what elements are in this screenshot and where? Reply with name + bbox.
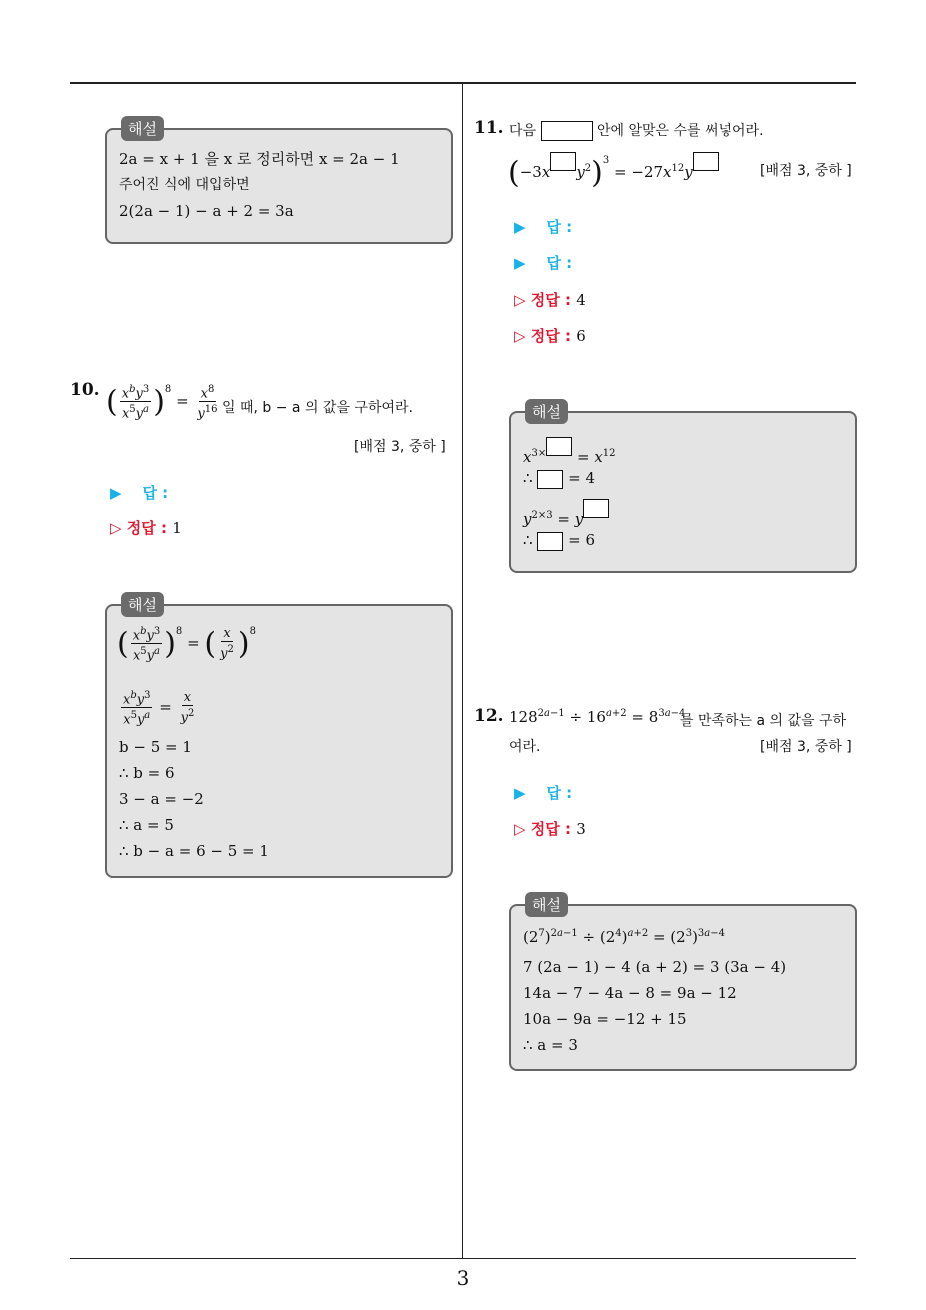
blank-box[interactable] [550,152,576,171]
answer-input-row[interactable] [514,252,572,273]
solution-line: 14a − 7 − 4a − 8 = 9a − 12 [523,984,737,1002]
triangle-outline-icon: ▷ [110,519,122,537]
solution-tag: 해설 [525,399,568,424]
top-rule [70,82,856,84]
question-12-text: 여라. [509,739,541,755]
blank-box[interactable] [541,121,593,141]
correct-answer-value: 1 [172,519,182,537]
answer-input-row[interactable] [514,782,572,803]
score-label: [배점 3, 중하 ] [354,439,446,455]
solution-box-q11 [509,403,857,573]
correct-answer-value: 4 [576,291,586,309]
score-label: [배점 3, 중하 ] [760,163,852,179]
solution-tag: 해설 [525,892,568,917]
therefore-symbol: ∴ [523,531,533,549]
question-number: 10. [70,380,100,400]
solution-formula: ( $\frac{x^by^3}{x^5y^a}$ )$^8$ = ( $\frac{x}{y^2}$ )$^8$ [117,625,256,664]
question-12 [474,706,504,726]
solution-box-q9 [105,120,453,244]
correct-answer-label: 정답 : [530,291,571,309]
blank-box[interactable] [693,152,719,171]
solution-formula: $x^{3\times} = x^{12}$ [523,437,616,466]
solution-box-q10 [105,596,453,878]
correct-answer-label: 정답 : [126,519,167,537]
question-11-formula: (−3x $y^2)^3 = -27x^{12}y$ [508,152,719,191]
solution-line: 주어진 식에 대입하면 [119,177,250,193]
correct-answer-label: 정답 : [530,820,571,838]
solution-value: = 6 [568,531,595,549]
solution-line: ∴ a = 3 [523,1036,578,1054]
triangle-filled-icon: ▶ [514,784,526,802]
bottom-rule [70,1258,856,1259]
solution-line: 2(2a − 1) − a + 2 = 3a [119,202,294,220]
question-number: 12. [474,706,504,726]
solution-formula [523,531,595,551]
correct-answer-label: 정답 : [530,327,571,345]
solution-value: = 4 [568,469,595,487]
score-label: [배점 3, 중하 ] [760,739,852,755]
question-number: 11. [474,118,504,138]
question-10-formula: ( $\frac{x^by^3}{x^5y^a}$ )$^8$ = $\frac{x^8}{y^{16}}$ [106,383,218,422]
solution-tag: 해설 [121,116,164,141]
correct-answer-row [514,818,586,839]
page-number: 3 [456,1266,470,1290]
question-10-text: 일 때, b − a 의 값을 구하여라. [222,400,413,416]
solution-line: 10a − 9a = −12 + 15 [523,1010,687,1028]
correct-answer-value: 6 [576,327,586,345]
answer-label: 답 : [142,484,169,502]
solution-line: ∴ b − a = 6 − 5 = 1 [119,842,269,860]
question-text-part: 다음 [509,123,537,139]
solution-line: b − 5 = 1 [119,738,192,756]
solution-line: 3 − a = −2 [119,790,204,808]
question-11-text [509,120,764,141]
solution-formula: $(2^7)^{2a-1} \div (2^4)^{a+2} = (2^3)^{3a-4}$ [523,928,726,946]
correct-answer-row [514,289,586,310]
question-11 [474,118,504,138]
answer-input-row[interactable] [514,216,572,237]
question-text-part: 안에 알맞은 수를 써넣어라. [596,123,764,139]
question-12-text: 를 만족하는 a 의 값을 구하 [680,713,847,729]
triangle-outline-icon: ▷ [514,291,526,309]
correct-answer-row [110,517,182,538]
correct-answer-value: 3 [576,820,586,838]
question-10 [70,380,100,400]
solution-line: 7 (2a − 1) − 4 (a + 2) = 3 (3a − 4) [523,958,787,976]
column-divider [462,84,463,1258]
solution-box-q12 [509,896,857,1071]
correct-answer-row [514,325,586,346]
answer-label: 답 : [546,218,573,236]
question-12-formula: $128^{2a-1} \div 16^{a+2} = 8^{3a-4}$ [509,708,686,726]
answer-label: 답 : [546,784,573,802]
solution-line: ∴ a = 5 [119,816,174,834]
solution-tag: 해설 [121,592,164,617]
triangle-outline-icon: ▷ [514,820,526,838]
solution-line: ∴ b = 6 [119,764,175,782]
triangle-outline-icon: ▷ [514,327,526,345]
answer-input-row[interactable] [110,482,168,503]
solution-formula [523,469,595,489]
triangle-filled-icon: ▶ [110,484,122,502]
triangle-filled-icon: ▶ [514,254,526,272]
triangle-filled-icon: ▶ [514,218,526,236]
solution-line: 2a = x + 1 을 x 로 정리하면 x = 2a − 1 [119,150,400,168]
answer-label: 답 : [546,254,573,272]
solution-formula: $y^{2\times 3} = y$ [523,499,609,528]
solution-formula: $\frac{x^by^3}{x^5y^a}$ = $\frac{x}{y^2}$ [123,690,195,728]
therefore-symbol: ∴ [523,469,533,487]
